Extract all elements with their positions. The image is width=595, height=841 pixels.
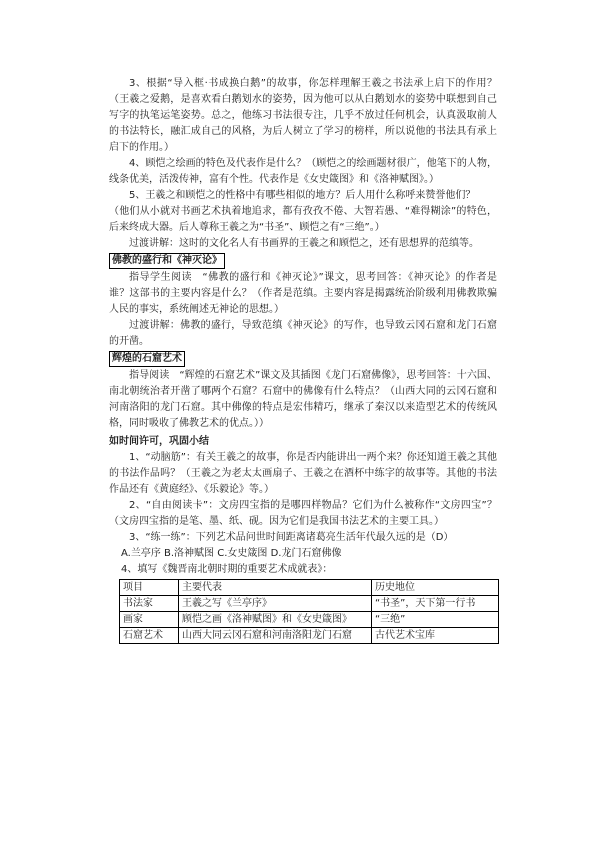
review-item-4: 4、填写《魏晋南北朝时期的重要艺术成就表》：: [121, 564, 333, 575]
question-5-text: 5、王羲之和顾恺之的性格中有哪些相似的地方？后人用什么称呼来赞誉他们？: [129, 190, 476, 201]
buddhism-transition: 过渡讲解：佛教的盛行，导致范缜《神灭论》的写作，也导致云冈石窟和龙门石窟的开凿。: [109, 320, 497, 347]
art-achievements-table: [119, 579, 499, 644]
review-item-2-answer: （文房四宝指的是笔、墨、纸、砚。因为它们是我国书法艺术的主要工具。）: [109, 516, 444, 527]
table-row: [120, 596, 499, 612]
review-item-2-text: 2、“自由阅读卡”：文房四宝指的是哪四样物品？它们为什么被称作“文房四宝”？: [129, 500, 497, 511]
table-header-cell: 项目: [120, 580, 179, 596]
table-cell: 王羲之写《兰亭序》: [179, 596, 372, 612]
table-header-cell: 主要代表: [179, 580, 372, 596]
question-4-text: 4、顾恺之绘画的特色及代表作是什么？: [129, 158, 307, 169]
question-4: [109, 156, 497, 188]
question-4-answer: （顾恺之的绘画题材很广，他笔下的人物，线条优美，活泼传神，富有个性。代表作是《女史箴图》和《洛神赋图》。）: [109, 158, 497, 185]
buddhism-guide-text: 指导学生阅读 “佛教的盛行和《神灭论》”课文，思考回答：《神灭论》的作者是谁？这部书的主要内容是什么？: [109, 272, 497, 299]
table-cell: 古代艺术宝库: [372, 628, 499, 644]
table-header-cell: 历史地位: [372, 580, 499, 596]
table-cell: 画家: [120, 612, 179, 628]
grottoes-guide-text: 指导阅读 “辉煌的石窟艺术”课文及其插图《龙门石窟佛像》，思考回答：十六国、南北朝统治者开凿了哪两个石窟？石窟中的佛像有什么特点？: [109, 370, 497, 397]
table-cell: 山西大同云冈石窟和河南洛阳龙门石窟: [179, 628, 372, 644]
table-cell: 石窟艺术: [120, 628, 179, 644]
document-body: [109, 76, 497, 644]
buddhism-guide: [109, 270, 497, 318]
review-item-1: [109, 450, 497, 498]
review-item-1-answer: （王羲之为老太太画扇子、王羲之在酒杯中练字的故事等。其他的书法作品还有《黄庭经》、《乐毅论》等。）: [109, 468, 498, 495]
review-title: 如时间许可，巩固小结: [109, 436, 209, 447]
review-item-1-text: 1、“动脑筋”：有关王羲之的故事，你是否内能讲出一两个来？你还知道王羲之其他的书法作品吗？: [109, 452, 497, 479]
table-cell: “三绝”: [372, 612, 499, 628]
question-3-text: 3、根据“导入框·书成换白鹅”的故事，你怎样理解王羲之书法承上启下的作用？: [129, 78, 497, 89]
review-item-3: 3、“练一练”：下列艺术品问世时间距离诸葛亮生活年代最久远的是（D）: [129, 532, 454, 543]
transition-1: 过渡讲解：这时的文化名人有书画界的王羲之和顾恺之，还有思想界的范缜等。: [129, 238, 479, 249]
table-cell: 顾恺之画《洛神赋图》和《女史箴图》: [179, 612, 372, 628]
table-cell: “书圣”，天下第一行书: [372, 596, 499, 612]
question-3-answer: （王羲之爱鹅，是喜欢看白鹅划水的姿势，因为他可以从白鹅划水的姿势中联想到自己写字的执笔运笔姿势。总之，他练习书法很专注，几乎不放过任何机会，认真汲取前人的书法特长，融汇成自己的风格，为后人树立了学习的榜样，所以说他的书法具有承上启下的作用。）: [109, 94, 497, 153]
review-item-2: [109, 498, 497, 530]
buddhism-answer: （作者是范缜。主要内容是揭露统治阶级利用佛教欺骗人民的事实，系统阐述无神论的思想。）: [109, 288, 498, 315]
table-row: [120, 628, 499, 644]
question-3: [109, 76, 497, 156]
question-5-answer: （他们从小就对书画艺术执着地追求，都有孜孜不倦、大智若愚、“难得糊涂”的特色，后来终成大器。后人尊称王羲之为“书圣”、顾恺之有“三绝”。）: [109, 206, 497, 233]
grottoes-answer: （山西大同的云冈石窟和河南洛阳的龙门石窟。其中佛像的特点是宏伟精巧，继承了秦汉以来造型艺术的传统风格，同时吸收了佛教艺术的优点。））: [109, 386, 498, 429]
grottoes-guide: [109, 368, 497, 432]
question-5: [109, 188, 497, 204]
table-header-row: [120, 580, 499, 596]
table-cell: 书法家: [120, 596, 179, 612]
section-heading-grottoes: 辉煌的石窟艺术: [109, 351, 185, 367]
review-item-3-options: A.兰亭序 B.洛神赋图 C.女史箴图 D.龙门石窟佛像: [121, 548, 342, 559]
section-heading-buddhism: 佛教的盛行和《神灭论》: [109, 253, 225, 269]
table-row: [120, 612, 499, 628]
